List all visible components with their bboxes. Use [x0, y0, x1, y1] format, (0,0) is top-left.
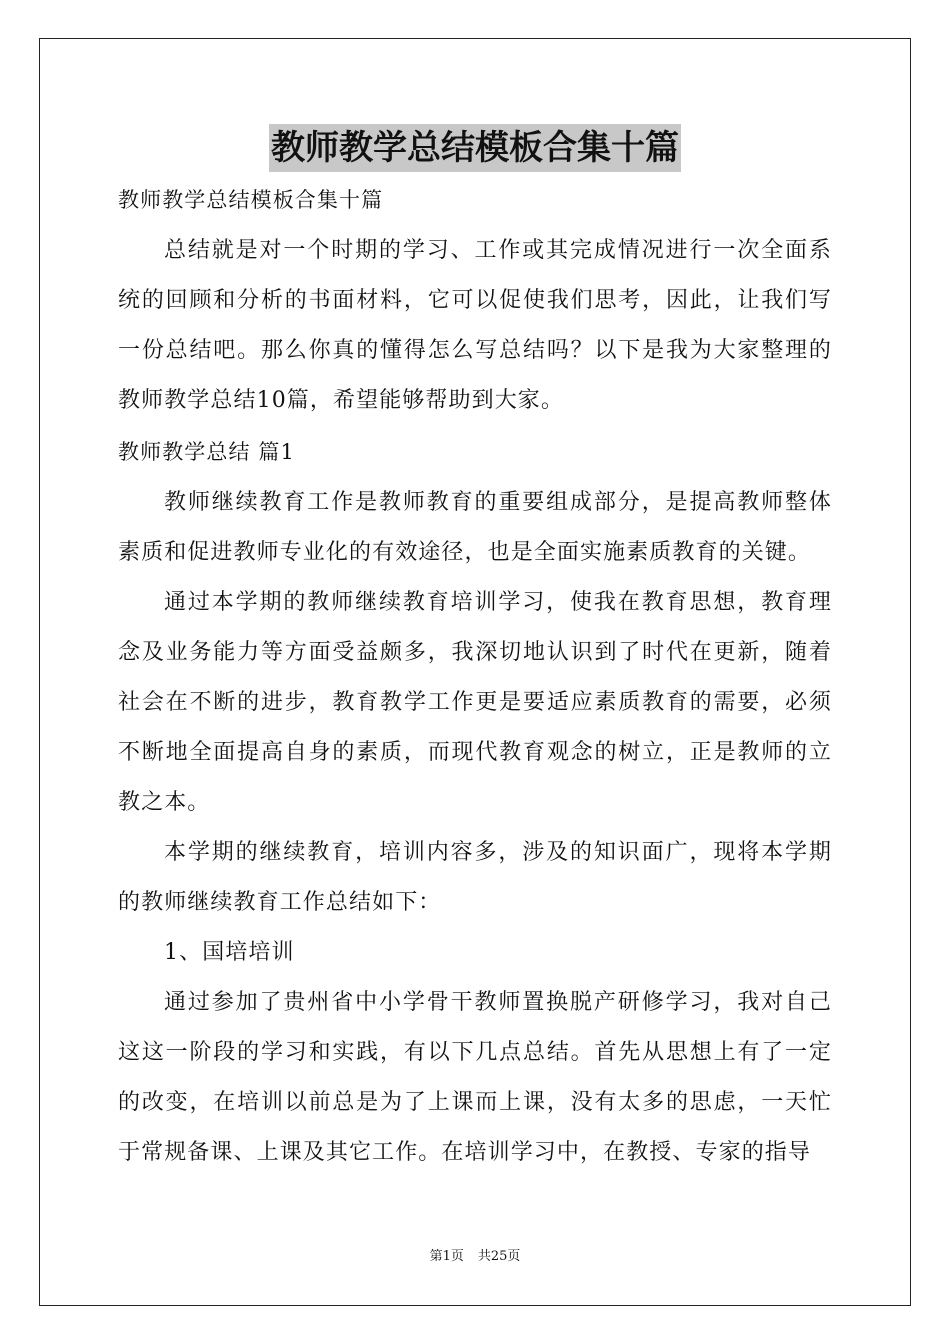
title-container [0, 124, 950, 172]
paragraph-3: 本学期的继续教育，培训内容多，涉及的知识面广，现将本学期的教师继续教育工作总结如下： [118, 840, 832, 915]
section-heading: 教师教学总结 篇1 [118, 440, 295, 464]
page-total: 共25页 [477, 1249, 521, 1264]
page-number: 第1页 [429, 1249, 464, 1264]
document-body [118, 178, 832, 1178]
paragraph-2: 通过本学期的教师继续教育培训学习，使我在教育思想，教育理念及业务能力等方面受益颇多，我深切地认识到了时代在更新，随着社会在不断的进步，教育教学工作更是要适应素质教育的需要，必须不断地全面提高自身的素质，而现代教育观念的树立，正是教师的立教之本。 [118, 590, 832, 815]
list-item-1: 1、国培培训 [164, 940, 295, 965]
paragraph-1: 教师继续教育工作是教师教育的重要组成部分，是提高教师整体素质和促进教师专业化的有效途径，也是全面实施素质教育的关键。 [118, 490, 832, 565]
paragraph-intro: 总结就是对一个时期的学习、工作或其完成情况进行一次全面系统的回顾和分析的书面材料，它可以促使我们思考，因此，让我们写一份总结吧。那么你真的懂得怎么写总结吗？以下是我为大家整理的教师教学总结10篇，希望能够帮助到大家。 [118, 238, 832, 413]
document-title: 教师教学总结模板合集十篇 [269, 124, 681, 172]
page-footer [0, 1245, 950, 1264]
document-subtitle: 教师教学总结模板合集十篇 [118, 188, 384, 212]
paragraph-4: 通过参加了贵州省中小学骨干教师置换脱产研修学习，我对自己这这一阶段的学习和实践，有以下几点总结。首先从思想上有了一定的改变，在培训以前总是为了上课而上课，没有太多的思虑，一天忙于常规备课、上课及其它工作。在培训学习中，在教授、专家的指导 [118, 990, 832, 1165]
